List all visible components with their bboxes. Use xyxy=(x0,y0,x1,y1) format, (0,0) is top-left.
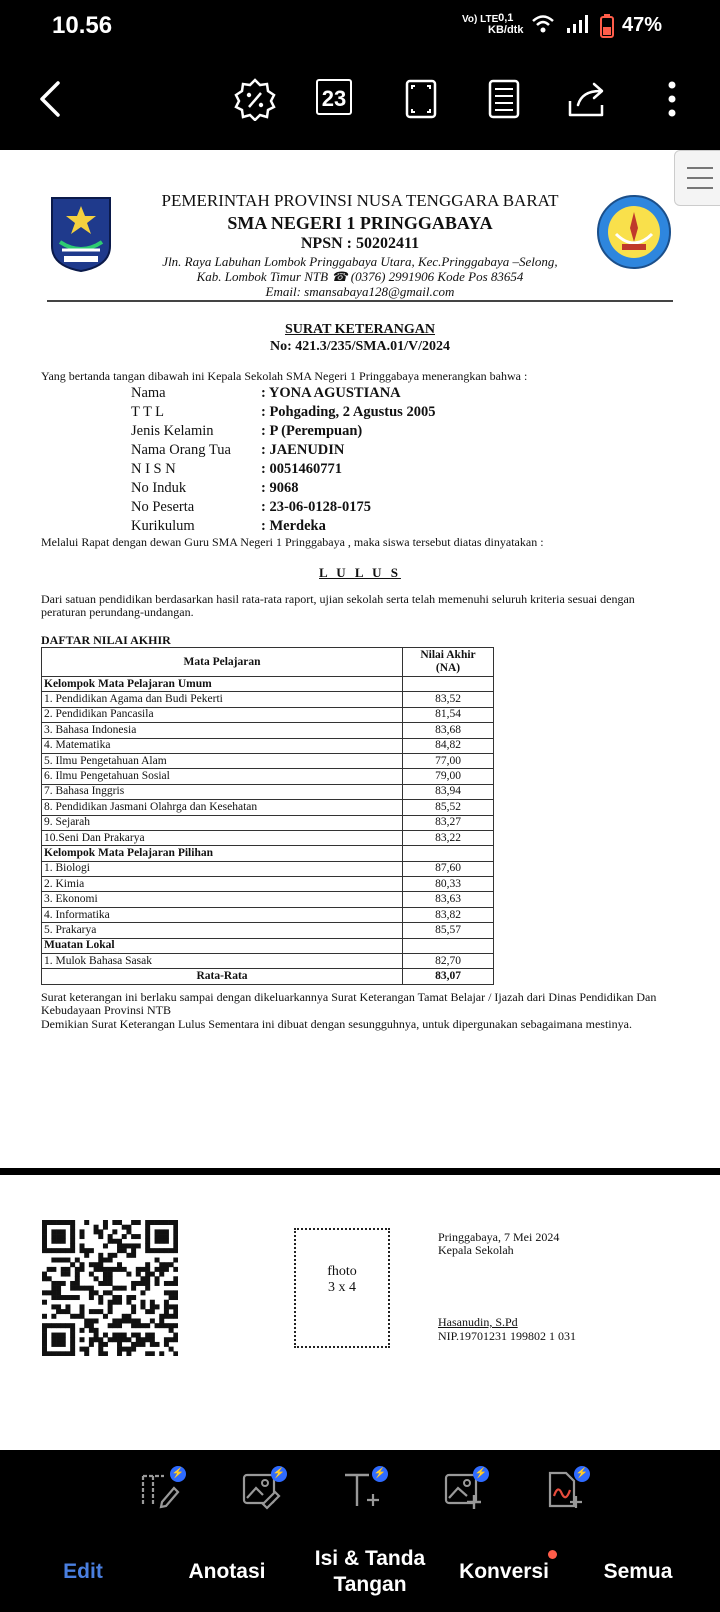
table-group-row xyxy=(42,938,494,953)
signature-role: Kepala Sekolah xyxy=(438,1243,514,1257)
subject-cell: 7. Bahasa Inggris xyxy=(42,784,403,799)
table-group-row xyxy=(42,846,494,861)
table-row xyxy=(42,723,494,738)
meeting-text: Melalui Rapat dengan dewan Guru SMA Negeri 1 Pringgabaya , maka siswa tersebut diatas dinyatakan : xyxy=(41,535,544,549)
table-row xyxy=(42,800,494,815)
field-value: : 0051460771 xyxy=(261,461,342,477)
column-header-grade: Nilai Akhir (NA) xyxy=(403,648,494,677)
signatory-name: Hasanudin, S.Pd xyxy=(438,1315,518,1329)
notification-dot xyxy=(548,1550,557,1559)
table-row xyxy=(42,877,494,892)
network-speed: 0,1 KB/dtk xyxy=(488,12,524,36)
field-label: Nama Orang Tua xyxy=(131,442,231,458)
subject-cell: 9. Sejarah xyxy=(42,815,403,830)
tab-edit[interactable]: Edit xyxy=(63,1560,103,1583)
side-menu-handle[interactable] xyxy=(674,150,720,206)
subject-cell: 1. Mulok Bahasa Sasak xyxy=(42,954,403,969)
field-value: : JAENUDIN xyxy=(261,442,345,458)
grade-cell: 87,60 xyxy=(403,861,494,876)
page-number-button[interactable] xyxy=(316,79,352,115)
field-label: N I S N xyxy=(131,461,176,477)
subject-cell: 2. Kimia xyxy=(42,877,403,892)
tab-fill-sign[interactable]: Isi & Tanda Tangan xyxy=(314,1547,426,1596)
grade-cell: 83,63 xyxy=(403,892,494,907)
discount-icon[interactable] xyxy=(233,77,277,121)
page-number-label: 23 xyxy=(321,86,347,111)
subject-cell: 5. Ilmu Pengetahuan Alam xyxy=(42,753,403,768)
premium-badge-icon: ⚡ xyxy=(574,1466,590,1482)
subject-cell: 5. Prakarya xyxy=(42,923,403,938)
grade-cell: 85,52 xyxy=(403,800,494,815)
field-label: Kurikulum xyxy=(131,518,195,534)
tab-semua[interactable]: Semua xyxy=(603,1560,673,1583)
grade-cell: 83,94 xyxy=(403,784,494,799)
subject-cell: 4. Informatika xyxy=(42,907,403,922)
battery-level: 47% xyxy=(622,14,663,36)
share-icon[interactable] xyxy=(566,77,610,121)
letterhead-line1: PEMERINTAH PROVINSI NUSA TENGGARA BARAT xyxy=(161,191,559,210)
table-row xyxy=(42,954,494,969)
status-bar xyxy=(0,0,720,55)
grade-cell: 83,68 xyxy=(403,723,494,738)
table-row xyxy=(42,815,494,830)
subject-cell: 3. Bahasa Indonesia xyxy=(42,723,403,738)
field-label: Nama xyxy=(131,385,166,401)
tab-konversi[interactable]: Konversi xyxy=(459,1560,549,1583)
field-label: Jenis Kelamin xyxy=(131,423,214,439)
field-value: : Pohgading, 2 Agustus 2005 xyxy=(261,404,436,420)
intro-text: Yang bertanda tangan dibawah ini Kepala Sekolah SMA Negeri 1 Pringgabaya menerangkan bahwa : xyxy=(41,369,528,383)
fullscreen-icon[interactable] xyxy=(399,77,443,121)
school-address: Jln. Raya Labuhan Lombok Pringgabaya Utara, Kec.Pringgabaya –Selong, Kab. Lombok Timur NTB ☎ (0376) 2991906 Kode Pos 83654 Email: smansabaya128@gmail.com xyxy=(162,254,558,299)
field-label: No Induk xyxy=(131,480,187,496)
grade-cell: 79,00 xyxy=(403,769,494,784)
subject-cell: 2. Pendidikan Pancasila xyxy=(42,707,403,722)
signal-icon xyxy=(566,14,588,34)
sign-document-button[interactable] xyxy=(544,1468,589,1510)
table-row xyxy=(42,923,494,938)
reader-mode-icon[interactable] xyxy=(482,77,526,121)
table-row xyxy=(42,738,494,753)
table-row xyxy=(42,892,494,907)
edit-tools-bar xyxy=(0,1450,720,1532)
field-value: : Merdeka xyxy=(261,518,326,534)
document-title: SURAT KETERANGAN xyxy=(284,322,435,337)
signatory-nip: NIP.19701231 199802 1 031 xyxy=(438,1329,577,1343)
subject-cell: Kelompok Mata Pelajaran Umum xyxy=(42,677,403,692)
menu-icon xyxy=(685,165,715,191)
result-status: L U L U S xyxy=(319,565,401,580)
wifi-icon xyxy=(532,14,554,34)
grade-cell: 83,82 xyxy=(403,907,494,922)
edit-text-button[interactable] xyxy=(140,1468,185,1510)
document-page-2 xyxy=(0,1175,720,1450)
subject-cell: Kelompok Mata Pelajaran Pilihan xyxy=(42,846,403,861)
subject-cell: Muatan Lokal xyxy=(42,938,403,953)
letterhead-divider xyxy=(47,300,673,302)
top-toolbar xyxy=(0,55,720,150)
school-name: SMA NEGERI 1 PRINGGABAYA xyxy=(227,213,493,233)
add-text-button[interactable] xyxy=(342,1468,387,1510)
grade-cell xyxy=(403,938,494,953)
field-label: No Peserta xyxy=(131,499,195,515)
subject-cell: 8. Pendidikan Jasmani Olahrga dan Kesehatan xyxy=(42,800,403,815)
premium-badge-icon: ⚡ xyxy=(271,1466,287,1482)
photo-placeholder: fhoto 3 x 4 xyxy=(294,1228,390,1348)
edit-image-button[interactable] xyxy=(241,1468,286,1510)
qr-code xyxy=(42,1220,178,1356)
battery-icon xyxy=(600,14,614,38)
field-value: : 23-06-0128-0175 xyxy=(261,499,371,515)
column-header-subject: Mata Pelajaran xyxy=(42,648,403,677)
subject-cell: 1. Pendidikan Agama dan Budi Pekerti xyxy=(42,692,403,707)
back-icon[interactable] xyxy=(30,77,74,121)
subject-cell: 10.Seni Dan Prakarya xyxy=(42,830,403,845)
table-row xyxy=(42,753,494,768)
npsn: NPSN : 50202411 xyxy=(300,235,420,252)
premium-badge-icon: ⚡ xyxy=(473,1466,489,1482)
closing-statement: Demikian Surat Keterangan Lulus Sementara ini dibuat dengan sesungguhnya, untuk dipergunakan sebagaimana mestinya. xyxy=(41,1017,632,1031)
grade-cell: 83,27 xyxy=(403,815,494,830)
premium-badge-icon: ⚡ xyxy=(372,1466,388,1482)
document-page xyxy=(0,150,720,1168)
grade-cell: 83,52 xyxy=(403,692,494,707)
grade-cell: 84,82 xyxy=(403,738,494,753)
premium-badge-icon: ⚡ xyxy=(170,1466,186,1482)
clock: 10.56 xyxy=(52,12,113,39)
average-value: 83,07 xyxy=(403,969,494,984)
closing-validity: Surat keterangan ini berlaku sampai dengan dikeluarkannya Surat Keterangan Tamat Belajar / Ijazah dari Dinas Pendidikan Dan Kebudayaan Provinsi NTB xyxy=(41,990,657,1017)
grade-cell: 80,33 xyxy=(403,877,494,892)
field-label: T T L xyxy=(131,404,165,420)
grade-cell: 83,22 xyxy=(403,830,494,845)
grade-cell: 81,54 xyxy=(403,707,494,722)
grade-cell xyxy=(403,846,494,861)
more-icon[interactable] xyxy=(650,77,694,121)
grade-cell: 77,00 xyxy=(403,753,494,768)
table-group-row xyxy=(42,677,494,692)
table-row xyxy=(42,861,494,876)
grade-cell: 82,70 xyxy=(403,954,494,969)
grade-cell: 85,57 xyxy=(403,923,494,938)
signature-place-date: Pringgabaya, 7 Mei 2024 xyxy=(438,1230,560,1244)
document-number: No: 421.3/235/SMA.01/V/2024 xyxy=(269,339,451,354)
grade-cell xyxy=(403,677,494,692)
table-row xyxy=(42,692,494,707)
criteria-text: Dari satuan pendidikan berdasarkan hasil rata-rata raport, ujian sekolah serta telah memenuhi seluruh kriteria sesuai dengan peraturan perundang-undangan. xyxy=(41,592,635,619)
subject-cell: 3. Ekonomi xyxy=(42,892,403,907)
network-indicator: Vo) LTE xyxy=(462,14,499,25)
table-row xyxy=(42,769,494,784)
subject-cell: 4. Matematika xyxy=(42,738,403,753)
table-row xyxy=(42,707,494,722)
field-value: : P (Perempuan) xyxy=(261,423,363,439)
add-image-button[interactable] xyxy=(443,1468,488,1510)
subject-cell: 6. Ilmu Pengetahuan Sosial xyxy=(42,769,403,784)
grades-table xyxy=(41,647,494,985)
table-row xyxy=(42,830,494,845)
subject-cell: 1. Biologi xyxy=(42,861,403,876)
field-value: : 9068 xyxy=(261,480,299,496)
table-row xyxy=(42,784,494,799)
table-row xyxy=(42,907,494,922)
table-caption: DAFTAR NILAI AKHIR xyxy=(41,633,171,647)
bottom-navigation xyxy=(0,1532,720,1612)
field-value: : YONA AGUSTIANA xyxy=(261,385,401,401)
average-label: Rata-Rata xyxy=(42,969,403,984)
tab-anotasi[interactable]: Anotasi xyxy=(188,1560,266,1583)
